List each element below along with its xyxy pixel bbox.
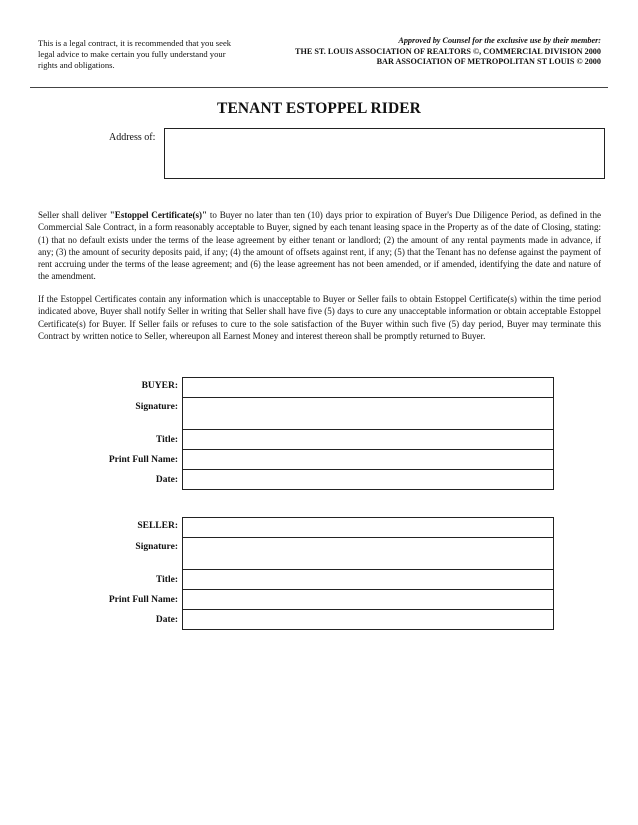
seller-date-label: Date:: [155, 615, 178, 625]
buyer-date-field[interactable]: [182, 470, 554, 490]
estoppel-certificate-term: "Estoppel Certificate(s)": [109, 210, 208, 220]
seller-signature-label: Signature:: [135, 542, 178, 552]
buyer-print-name-label: Print Full Name:: [108, 455, 178, 465]
paragraph-1-rest: to Buyer no later than ten (10) days prior to expiration of Buyer's Due Diligence Period, as defined in the Commercial Sale Contract, in a form reasonably acceptable to Buyer, signed by each tenant leasing space in the Property as of the date of Closing, stating: (1) that no default exists under the terms of the lease agreement by either tenant or landlord; (2) the amount of any rental payments made in advance, if any; (3) the amount of security deposits paid, if any; (4) the amount of offsets against rent, if any; (5) that the Tenant has no defense against the payment of rent accruing under the terms of the lease agreement; and (6) the lease agreement has not been amended, or if amended, identifying the date and nature of the amendment.: [38, 210, 601, 282]
buyer-title-field[interactable]: [182, 430, 554, 450]
seller-print-name-field[interactable]: [182, 590, 554, 610]
buyer-date-label: Date:: [155, 475, 178, 485]
estoppel-paragraph: [38, 209, 601, 283]
buyer-name-field[interactable]: [182, 377, 554, 398]
seller-title-label: Title:: [156, 575, 178, 585]
seller-signature-field[interactable]: [182, 538, 554, 570]
seller-label: SELLER:: [137, 521, 178, 531]
buyer-signature-label: Signature:: [135, 402, 178, 412]
page-title: TENANT ESTOPPEL RIDER: [217, 100, 421, 117]
paragraph-1-intro: Seller shall deliver: [38, 210, 110, 220]
address-label: Address of:: [109, 132, 156, 143]
buyer-label: BUYER:: [141, 381, 178, 391]
buyer-print-name-field[interactable]: [182, 450, 554, 470]
approved-by-line: Approved by Counsel for the exclusive use by their member:: [398, 36, 601, 45]
seller-name-field[interactable]: [182, 517, 554, 538]
buyer-title-label: Title:: [156, 435, 178, 445]
seller-signature-block: [95, 517, 554, 630]
approval-header: [221, 36, 601, 68]
buyer-signature-field[interactable]: [182, 398, 554, 430]
address-field[interactable]: [164, 128, 605, 179]
seller-title-field[interactable]: [182, 570, 554, 590]
seller-date-field[interactable]: [182, 610, 554, 630]
buyer-signature-block: [95, 377, 554, 490]
legal-advice-notice: This is a legal contract, it is recommended that you seek legal advice to make certain you fully understand your rights and obligations.: [38, 38, 232, 71]
association-line-2: BAR ASSOCIATION OF METROPOLITAN ST LOUIS © 2000: [376, 57, 601, 67]
association-line-1: THE ST. LOUIS ASSOCIATION OF REALTORS ©, COMMERCIAL DIVISION 2000: [294, 46, 601, 56]
header-divider: [30, 87, 608, 88]
seller-print-name-label: Print Full Name:: [108, 595, 178, 605]
cure-paragraph: If the Estoppel Certificates contain any information which is unacceptable to Buyer or Seller fails to obtain Estoppel Certificate(s) within the time period indicated above, Buyer shall notify Seller in writing that Seller shall have five (5) days to cure any unacceptable information or obtain acceptable Estoppel Certificate(s) for Buyer. If Seller fails or refuses to cure to the sole satisfaction of the Buyer within such five (5) day period, Buyer may terminate this Contract by written notice to Seller, whereupon all Earnest Money and interest thereon shall be promptly returned to Buyer.: [38, 294, 601, 341]
